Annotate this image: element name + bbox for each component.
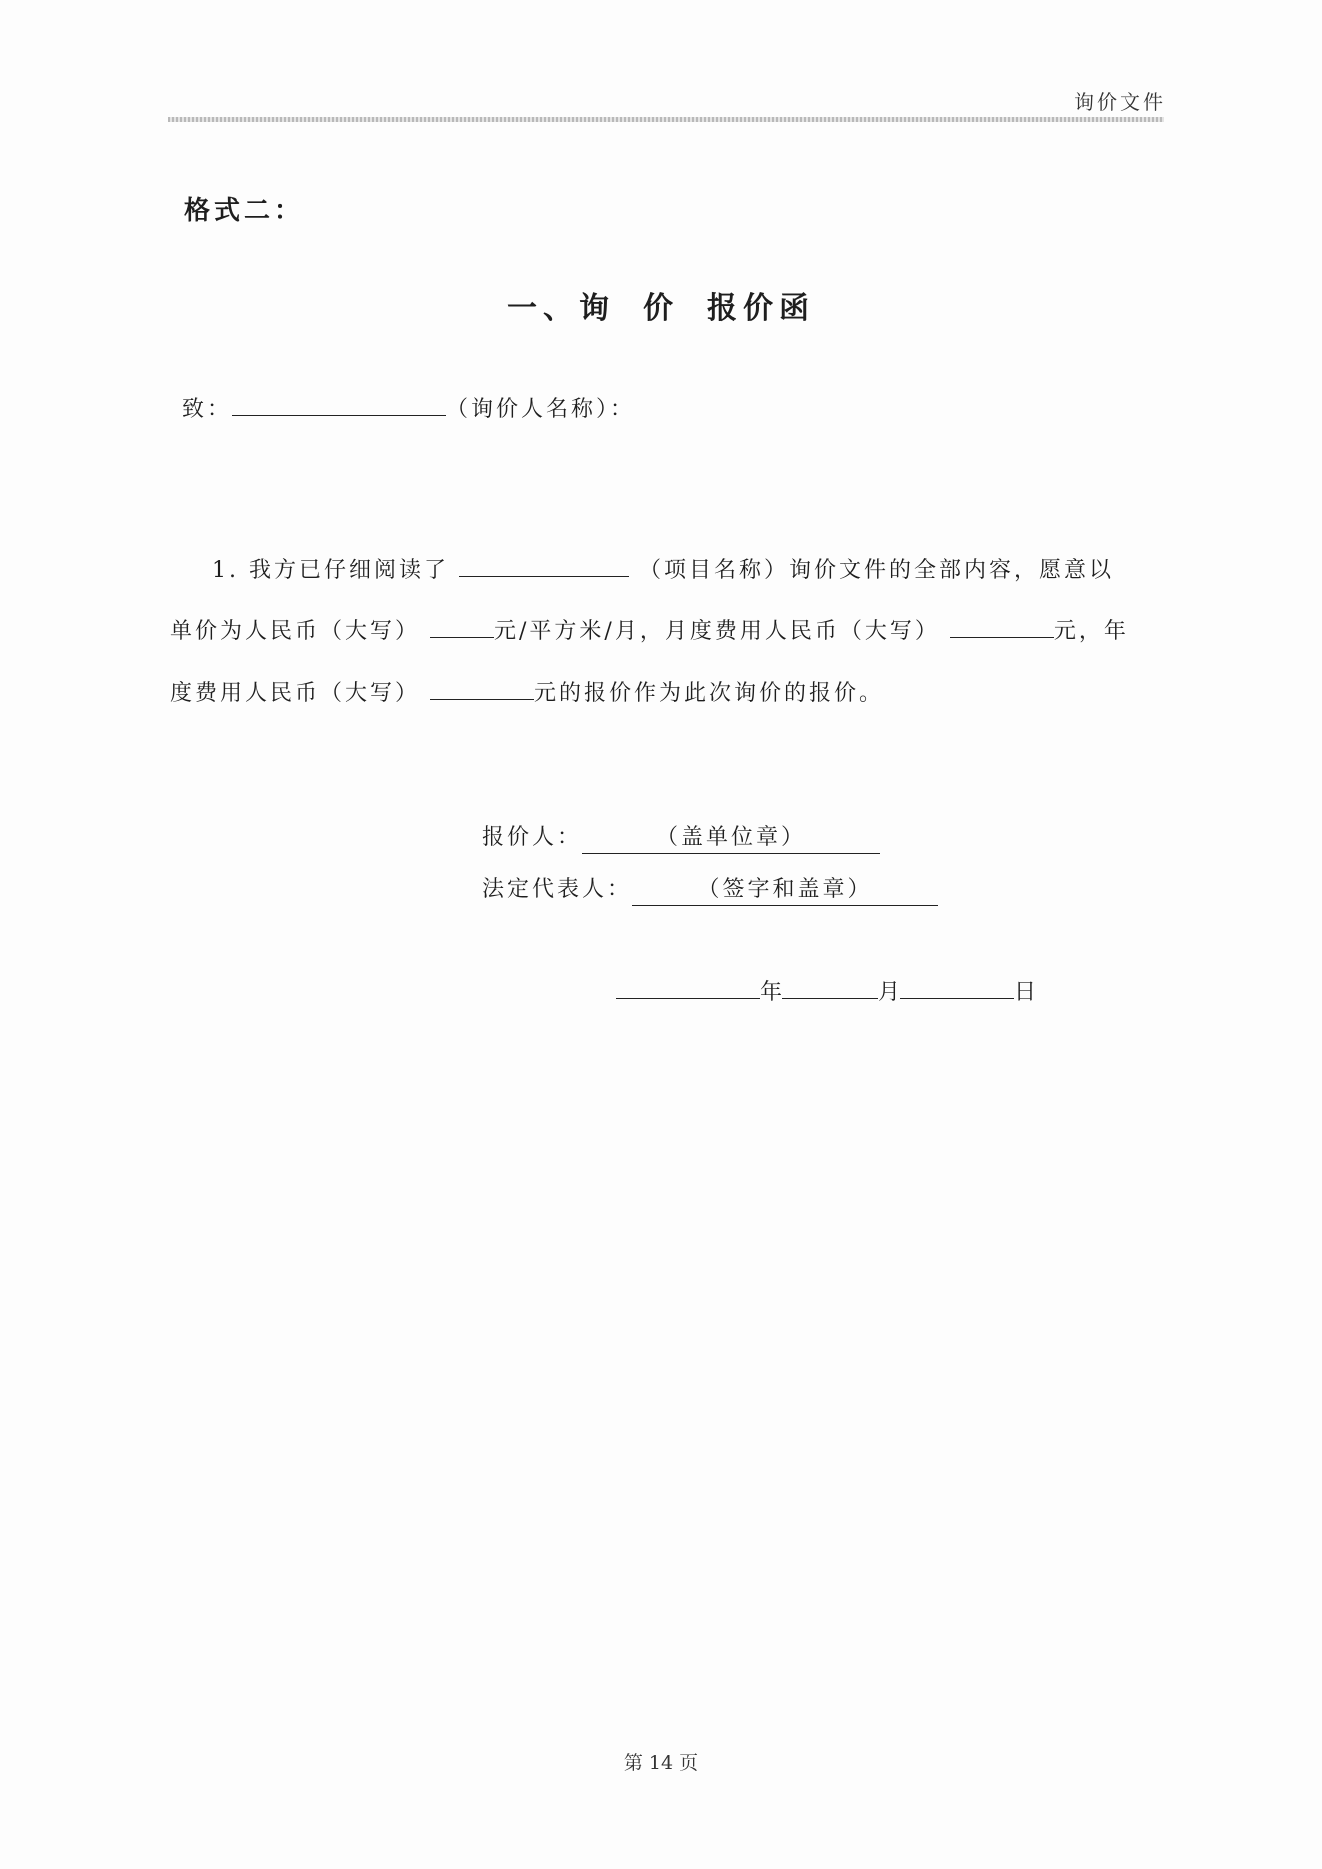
title-mid: 价 [643, 291, 679, 326]
header-divider [168, 117, 1164, 122]
header-title: 询价文件 [1074, 90, 1166, 114]
year-blank[interactable] [616, 976, 760, 999]
date-line [616, 975, 1036, 1006]
day-blank[interactable] [900, 976, 1014, 999]
annual-fee-blank[interactable] [430, 677, 534, 700]
page-number: 第 14 页 [623, 1752, 699, 1774]
legal-rep-line [482, 872, 938, 906]
month-blank[interactable] [782, 976, 878, 999]
legal-rep-signature-field[interactable]: （签字和盖章） [632, 872, 938, 906]
para-line2-start: 单价为人民币（大写） [170, 619, 421, 644]
paragraph-line-3 [170, 676, 1170, 707]
recipient-blank[interactable] [232, 393, 446, 416]
quoter-label: 报价人： [482, 825, 583, 850]
para-line2-mid: 元/平方米/月，月度费用人民币（大写） [494, 619, 940, 644]
project-name-blank[interactable] [459, 554, 629, 577]
recipient-line [182, 392, 635, 423]
para-line3-start: 度费用人民币（大写） [170, 681, 421, 706]
recipient-suffix: （询价人名称）： [446, 397, 636, 422]
quoter-line [482, 820, 880, 854]
legal-rep-label: 法定代表人： [482, 877, 633, 902]
para-line3-end: 元的报价作为此次询价的报价。 [534, 681, 885, 706]
quoter-seal-field[interactable]: （盖单位章） [582, 820, 880, 854]
year-label: 年 [760, 980, 783, 1005]
format-label: 格式二： [184, 196, 305, 226]
title-suffix: 报价函 [707, 291, 815, 326]
paragraph-line-1 [212, 553, 1212, 584]
document-title [0, 283, 1322, 327]
paragraph-line-2 [170, 614, 1170, 645]
para-line2-end: 元，年 [1053, 619, 1129, 644]
recipient-prefix: 致： [182, 397, 233, 422]
para-line1-end: （项目名称）询价文件的全部内容，愿意以 [638, 558, 1114, 583]
para-line1-start: 1. 我方已仔细阅读了 [212, 558, 449, 583]
monthly-fee-blank[interactable] [950, 615, 1054, 638]
unit-price-blank[interactable] [430, 615, 494, 638]
day-label: 日 [1014, 980, 1037, 1005]
month-label: 月 [878, 980, 901, 1005]
title-prefix: 一、询 [507, 291, 615, 326]
